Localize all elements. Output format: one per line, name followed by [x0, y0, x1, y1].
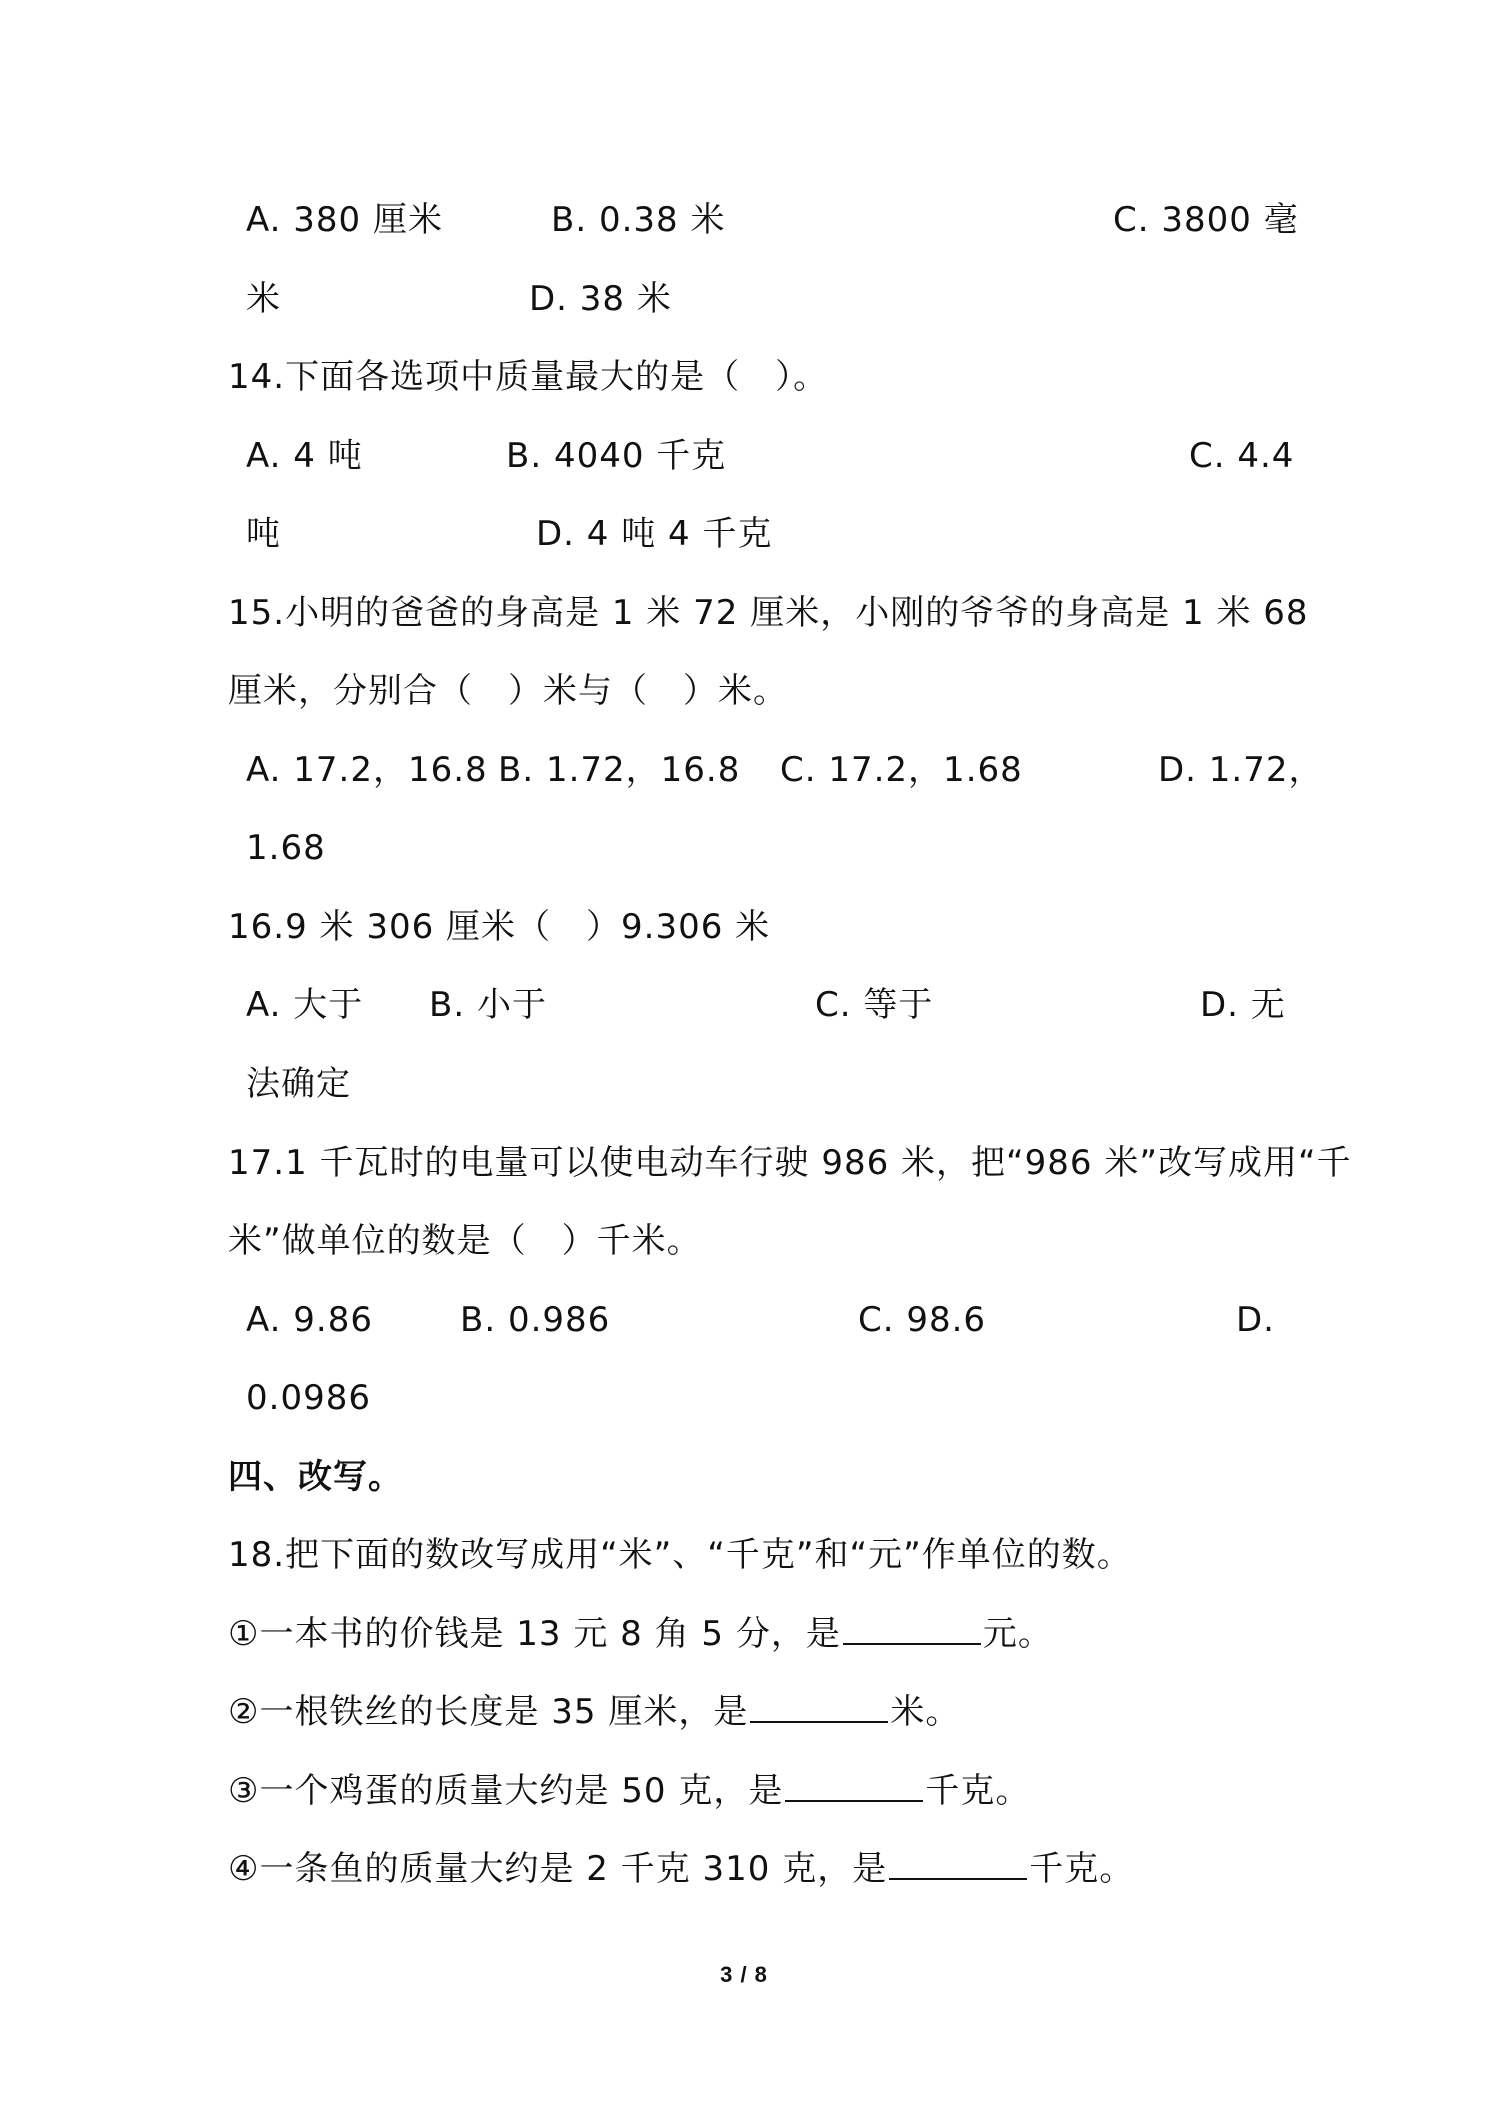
q17-option-a: A. 9.86 [246, 1300, 373, 1340]
q17-option-b: B. 0.986 [460, 1300, 611, 1340]
q16-option-b: B. 小于 [429, 985, 547, 1025]
q15-option-c: C. 17.2，1.68 [780, 750, 1023, 790]
q15-option-b: B. 1.72，16.8 [498, 750, 741, 790]
q18-stem: 18.把下面的数改写成用“米”、“千克”和“元”作单位的数。 [228, 1535, 1132, 1575]
q16-option-a: A. 大于 [246, 985, 364, 1025]
q16-option-c: C. 等于 [815, 985, 934, 1025]
q14-option-c-continued: 吨 [246, 514, 281, 554]
q18-item-2-unit: 米。 [890, 1692, 961, 1732]
q14-option-b: B. 4040 千克 [506, 436, 727, 476]
q14-option-c: C. 4.4 [1189, 436, 1295, 476]
q18-item-2-text: ②一根铁丝的长度是 35 厘米，是 [228, 1692, 749, 1732]
q15-option-a: A. 17.2，16.8 [246, 750, 488, 790]
q14-stem: 14.下面各选项中质量最大的是（ ）。 [228, 357, 829, 397]
q18-item-4-text: ④一条鱼的质量大约是 2 千克 310 克，是 [228, 1849, 888, 1889]
answer-blank[interactable] [843, 1613, 981, 1645]
q18-item-4-unit: 千克。 [1029, 1849, 1135, 1889]
q17-option-d-continued: 0.0986 [246, 1378, 371, 1418]
q14-option-d: D. 4 吨 4 千克 [536, 514, 773, 554]
q18-item-3-text: ③一个鸡蛋的质量大约是 50 克，是 [228, 1771, 784, 1811]
q14-option-a: A. 4 吨 [246, 436, 363, 476]
section-heading: 四、改写。 [228, 1457, 403, 1497]
page-number: 3 / 8 [720, 1962, 768, 1987]
q18-item-1 [228, 1612, 1053, 1656]
q15-stem-line1: 15.小明的爸爸的身高是 1 米 72 厘米，小刚的爷爷的身高是 1 米 68 [228, 593, 1309, 633]
q15-option-d: D. 1.72， [1158, 750, 1324, 790]
answer-blank[interactable] [785, 1770, 923, 1802]
q16-option-d: D. 无 [1200, 985, 1286, 1025]
q17-stem-line1: 17.1 千瓦时的电量可以使电动车行驶 986 米，把“986 米”改写成用“千 [228, 1143, 1352, 1183]
q13-option-b: B. 0.38 米 [551, 200, 726, 240]
q16-stem: 16.9 米 306 厘米（ ）9.306 米 [228, 907, 771, 947]
q18-item-3-unit: 千克。 [925, 1771, 1031, 1811]
answer-blank[interactable] [750, 1691, 888, 1723]
q15-stem-line2: 厘米，分别合（ ）米与（ ）米。 [228, 671, 788, 711]
q16-option-d-continued: 法确定 [246, 1064, 351, 1104]
q18-item-2 [228, 1690, 960, 1734]
q17-option-c: C. 98.6 [858, 1300, 987, 1340]
q15-option-d-continued: 1.68 [246, 828, 326, 868]
q13-option-d: D. 38 米 [529, 279, 672, 319]
q13-option-c-continued: 米 [246, 279, 281, 319]
q17-option-d: D. [1236, 1300, 1275, 1340]
q18-item-4 [228, 1847, 1134, 1891]
q17-stem-line2: 米”做单位的数是（ ）千米。 [228, 1221, 702, 1261]
answer-blank[interactable] [889, 1848, 1027, 1880]
q13-option-a: A. 380 厘米 [246, 200, 443, 240]
q18-item-1-text: ①一本书的价钱是 13 元 8 角 5 分，是 [228, 1614, 841, 1654]
q18-item-1-unit: 元。 [982, 1614, 1053, 1654]
q18-item-3 [228, 1769, 1030, 1813]
q13-option-c: C. 3800 毫 [1113, 200, 1299, 240]
